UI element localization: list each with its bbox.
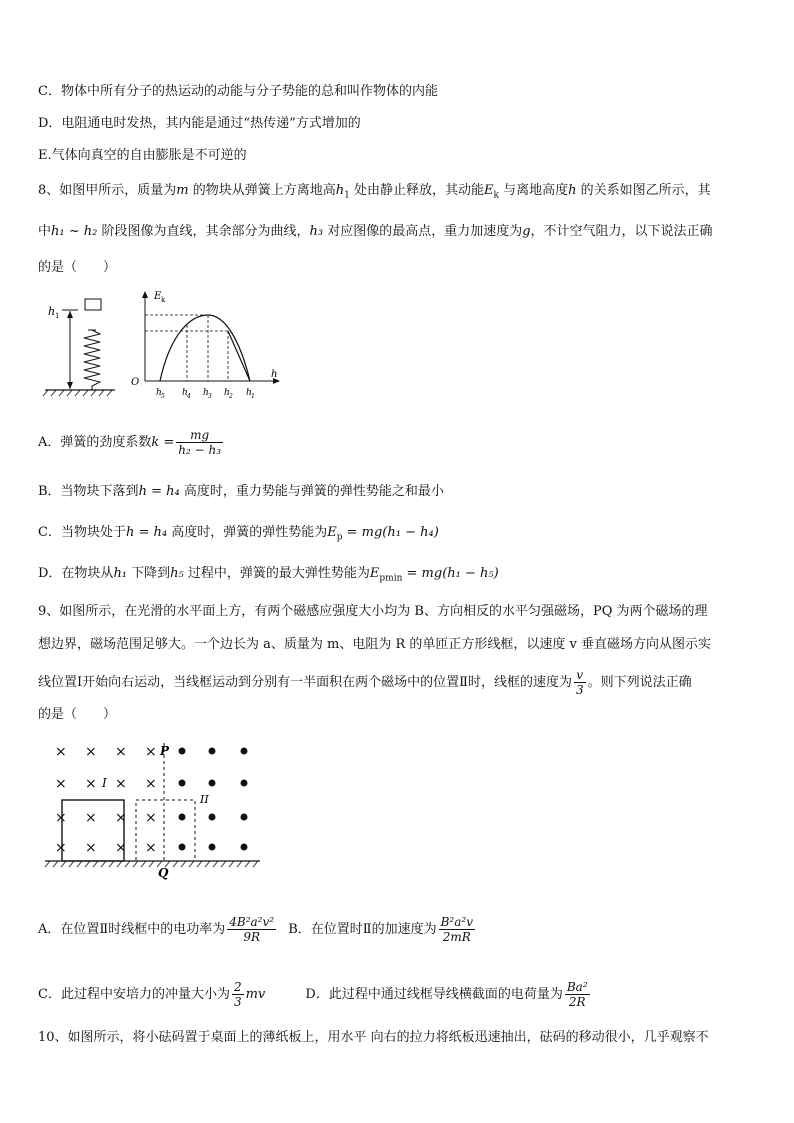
svg-text:h: h	[246, 388, 252, 398]
svg-text:4: 4	[187, 393, 191, 400]
field-dot-mark	[241, 780, 248, 787]
field-cross-mark: ×	[55, 840, 67, 856]
ground-hatch-line	[61, 861, 66, 867]
q8-fig-h1-label: h	[48, 305, 56, 318]
q9-fig-ground-hatch	[45, 861, 258, 867]
field-dot-mark	[209, 748, 216, 755]
svg-text:h: h	[182, 388, 188, 398]
q8-fig-spring	[84, 330, 100, 390]
svg-text:h: h	[224, 388, 230, 398]
field-dot-mark	[209, 780, 216, 787]
field-dot-mark	[209, 814, 216, 821]
q8-figure	[40, 285, 290, 405]
field-dot-mark	[241, 814, 248, 821]
q9-fig-p-label: P	[160, 744, 170, 758]
ground-hatch-line	[213, 861, 218, 867]
q9-fig-dots	[179, 748, 248, 851]
q9-velocity-fraction: $\frac{v}{3}$	[575, 668, 584, 697]
q8-fig-arrow-head-top	[67, 311, 73, 318]
ground-hatch-line	[141, 861, 146, 867]
field-cross-mark: ×	[55, 776, 67, 792]
ground-hatch-line	[101, 861, 106, 867]
field-cross-mark: ×	[55, 744, 67, 760]
q9-option-b-fraction: $\frac{\text{B²a²v}}{2mR}$	[440, 915, 473, 944]
field-dot-mark	[241, 844, 248, 851]
q8-fig-ground-hatch	[43, 390, 112, 396]
q9-stem-line1: 9、如图所示，在光滑的水平面上方，有两个磁感应强度大小均为 B、方向相反的水平匀强磁场，PQ 为两个磁场的理	[38, 604, 708, 619]
q7-option-e: E.气体向真空的自由膨胀是不可逆的	[38, 148, 247, 163]
ground-hatch-line	[77, 861, 82, 867]
ground-hatch-line	[149, 861, 154, 867]
ground-hatch-line	[197, 861, 202, 867]
q7-option-d: D．电阻通电时发热，其内能是通过“热传递”方式增加的	[38, 116, 361, 131]
q8-option-d: D．在物块从h₁ 下降到h₅ 过程中，弹簧的最大弹性势能为$E_{pmin} = mg(h_1 - h_5)$	[38, 566, 499, 584]
svg-text:h: h	[156, 388, 162, 398]
field-dot-mark	[209, 844, 216, 851]
field-cross-mark: ×	[115, 744, 127, 760]
q9-option-d-fraction: $\frac{\text{Ba²}}{2R}$	[566, 980, 588, 1009]
ground-hatch-line	[85, 861, 90, 867]
field-cross-mark: ×	[145, 744, 157, 760]
q9-fig-q-label: Q	[158, 866, 169, 880]
q8-fig-h-label: h	[271, 369, 278, 380]
q10-stem-line1: 10、如图所示，将小砝码置于桌面上的薄纸板上，用水平 向右的拉力将纸板迅速抽出，砝码的移动很小，几乎观察不	[38, 1030, 709, 1045]
q8-fig-ek-sub: k	[161, 296, 166, 304]
q8-fig-ek-label: E	[154, 291, 162, 302]
ground-hatch-line	[229, 861, 234, 867]
q8-stem-line3: 的是（ ）	[38, 260, 117, 275]
q8-fig-arrow-head	[67, 382, 73, 389]
q8-fig-ticks	[156, 388, 255, 400]
q9-fig-label-II: II	[200, 793, 209, 806]
field-cross-mark: ×	[115, 776, 127, 792]
q8-option-a-fraction: $\frac{mg}{\text{h₂ − h₃}}$	[178, 428, 222, 457]
field-cross-mark: ×	[145, 840, 157, 856]
ground-hatch-line	[53, 861, 58, 867]
svg-text:1: 1	[251, 393, 255, 400]
field-dot-mark	[241, 748, 248, 755]
ground-hatch-line	[221, 861, 226, 867]
q9-option-c-fraction: $\frac{2}{3}$	[233, 980, 242, 1009]
q7-option-c: C．物体中所有分子的热运动的动能与分子势能的总和叫作物体的内能	[38, 84, 438, 99]
q8-option-b: B．当物块下落到h = h₄ 高度时，重力势能与弹簧的弹性势能之和最小	[38, 484, 444, 499]
field-cross-mark: ×	[85, 744, 97, 760]
ground-hatch-line	[45, 861, 50, 867]
q9-stem-line4: 的是（ ）	[38, 707, 117, 722]
field-cross-mark: ×	[115, 840, 127, 856]
field-dot-mark	[179, 844, 186, 851]
ground-hatch-line	[93, 861, 98, 867]
ground-hatch-line	[205, 861, 210, 867]
svg-text:2: 2	[229, 393, 233, 400]
ground-hatch-line	[245, 861, 250, 867]
field-cross-mark: ×	[85, 840, 97, 856]
field-cross-mark: ×	[85, 776, 97, 792]
q9-option-a-fraction: $\frac{\text{4B²a²v²}}{9R}$	[229, 915, 275, 944]
field-cross-mark: ×	[145, 776, 157, 792]
field-dot-mark	[179, 814, 186, 821]
ground-hatch-line	[181, 861, 186, 867]
q9-stem-line2: 想边界，磁场范围足够大。一个边长为 a、质量为 m、电阻为 R 的单匝正方形线框，以速度 v 垂直磁场方向从图示实	[38, 637, 712, 652]
q9-option-d: D．此过程中通过线框导线横截面的电荷量为	[305, 987, 563, 1002]
q8-fig-ek-arrow	[142, 291, 148, 298]
q8-fig-h1-sub: 1	[55, 312, 60, 320]
q8-fig-block	[85, 299, 101, 310]
ground-hatch-line	[109, 861, 114, 867]
svg-text:3: 3	[208, 393, 212, 400]
field-dot-mark	[179, 748, 186, 755]
q9-option-a: A．在位置Ⅱ时线框中的电功率为 $\frac{\text{4B²a²v²}}{9R}$ B．在位置时Ⅱ的加速度为 $\frac{\text{B²a²v}}{2mR}$	[38, 915, 473, 944]
q8-option-a: A．弹簧的劲度系数k = $\frac{mg}{\text{h₂ − h₃}}$	[38, 428, 222, 457]
q9-stem-line3: 线位置Ⅰ开始向右运动，当线框运动到分别有一半面积在两个磁场中的位置Ⅱ时，线框的速度为 $\frac{v}{3}$ 。则下列说法正确	[38, 668, 692, 697]
q8-fig-curve	[160, 315, 250, 381]
ground-hatch-line	[117, 861, 122, 867]
ground-hatch-line	[133, 861, 138, 867]
ground-hatch-line	[69, 861, 74, 867]
field-cross-mark: ×	[55, 810, 67, 826]
q9-option-c: C．此过程中安培力的冲量大小为 $\frac{2}{3}$ mv D．此过程中通过线框导线横截面的电荷量为 $\frac{\text{Ba²}}{2R}$	[38, 980, 588, 1009]
ground-hatch-line	[125, 861, 130, 867]
q8-option-c: C．当物块处于h = h₄ 高度时，弹簧的弹性势能为$E_p = mg(h_1 - h_4)$	[38, 525, 439, 543]
field-dot-mark	[179, 780, 186, 787]
q8-fig-line-segment	[228, 331, 250, 381]
ground-hatch-line	[253, 861, 258, 867]
svg-text:5: 5	[161, 393, 165, 400]
q8-fig-origin: O	[131, 377, 140, 388]
q9-fig-label-I: I	[102, 776, 107, 790]
ground-hatch-line	[237, 861, 242, 867]
ground-hatch-line	[189, 861, 194, 867]
ground-hatch-line	[173, 861, 178, 867]
q9-option-b: B．在位置时Ⅱ的加速度为	[288, 922, 437, 937]
field-cross-mark: ×	[145, 810, 157, 826]
field-cross-mark: ×	[85, 810, 97, 826]
field-cross-mark: ×	[115, 810, 127, 826]
q9-figure	[40, 735, 270, 885]
q8-stem-line2: 中h₁ ~ h₂ 阶段图像为直线，其余部分为曲线，h₃ 对应图像的最高点，重力加速度为g，不计空气阻力，以下说法正确	[38, 224, 713, 239]
svg-text:h: h	[203, 388, 209, 398]
q8-stem-line1: 8、如图甲所示，质量为m 的物块从弹簧上方离地高$h_1$ 处由静止释放，其动能$E_k$ 与离地高度h 的关系如图乙所示，其	[38, 183, 711, 201]
